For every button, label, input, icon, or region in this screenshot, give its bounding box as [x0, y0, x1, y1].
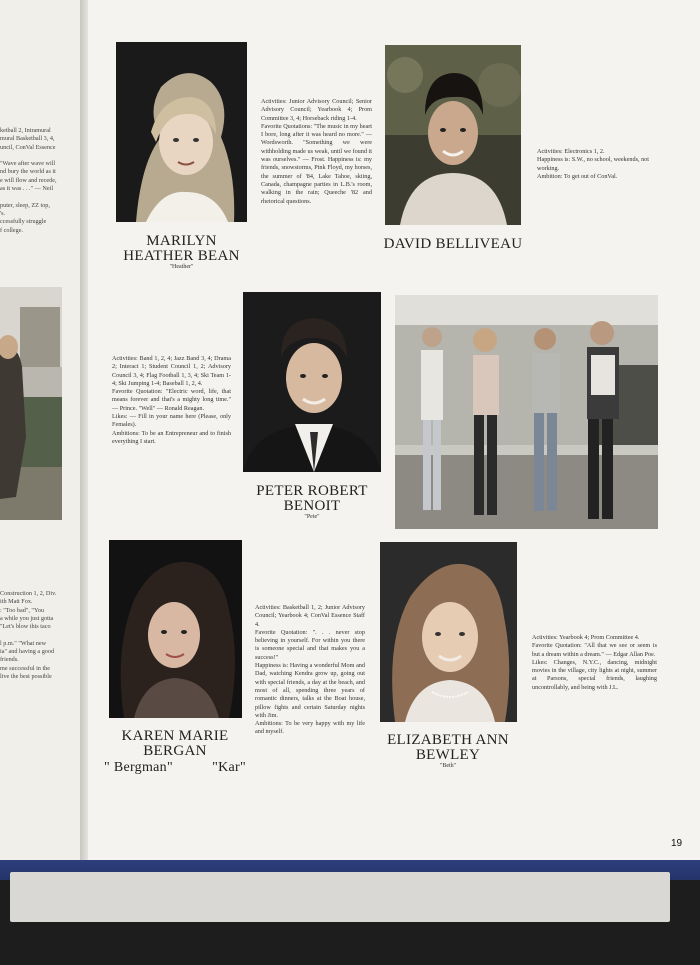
bio-marilyn-quotes: Favorite Quotations: "The music in my heart I bore, long after it was heard no more." — Wordsworth. "Something we were withholding made us weak, until we found it was ourselves." — Frost. Happiness is: my friends, snowstorms, Pink Floyd, my horses, the summer of '84, Lake Tahoe, skiing, Canada, champagne parties in L.B.'s room, walking in the rain; Queeche '82 and rhetorical questions.: [261, 122, 372, 205]
nickname-karen: [104, 760, 246, 775]
left-page-line: uncil, ConVal Essence: [0, 143, 56, 151]
bio-peter: [112, 355, 231, 446]
left-page-line: f college.: [0, 226, 24, 234]
portrait-photo-david: [385, 45, 521, 225]
left-page-line: ith Matt Fox.: [0, 598, 33, 606]
left-page-line: l p.m." "What new: [0, 639, 47, 647]
left-page-line: [0, 152, 80, 160]
left-page-line: ccessfully struggle: [0, 218, 47, 226]
portrait-photo-peter: [243, 292, 381, 472]
student-name-elizabeth: [372, 733, 524, 763]
nickname-elizabeth: "Beth": [439, 763, 457, 769]
bio-david-ambition: Ambition: To get out of ConVal.: [537, 172, 618, 180]
bio-peter-ambitions: Ambitions: To be an Entrepreneur and to finish everything I start.: [112, 429, 231, 445]
bio-karen-quote: Favorite Quotation: ". . . never stop believing in yourself. For within you there is someone special and that makes you a success!": [255, 628, 365, 661]
bio-karen-ambitions: Ambitions: To be very happy with my life and myself.: [255, 720, 365, 736]
paper-sheet-edge: [10, 872, 670, 922]
bio-peter-activities: Activities: Band 1, 2, 4; Jazz Band 3, 4; Drama 2; Interact 1; Student Council 1, 2; Advisory Council 3, 4; Flag Football 1, 3, 4; Ski Team 1-4; Ski Jumping 1-4; Baseball 1, 2, 4.: [112, 355, 231, 387]
bio-david: [537, 148, 662, 181]
left-page-line: a while you just gotta: [0, 614, 54, 622]
bio-elizabeth-likes: Likes: Changes, N.Y.C., dancing, midnight movies in the village, city lights at night, summer at Parsons, special friends, laughing uncontrollably, and being with J.L.: [532, 658, 657, 691]
name-line: PETER ROBERT: [256, 483, 368, 499]
page-number: 19: [671, 838, 683, 849]
name-line: MARILYN: [146, 233, 217, 249]
nickname-peter: "Pete": [304, 514, 320, 520]
left-page-line: ketball 2, Intramural: [0, 127, 51, 134]
left-page-line: "Let's blow this taco: [0, 623, 51, 631]
book-spine: [80, 0, 88, 860]
name-line: ELIZABETH ANN: [387, 732, 509, 748]
portrait-photo-elizabeth: [380, 542, 517, 722]
left-page-line: me successful in the: [0, 664, 51, 672]
bio-peter-likes: Likes: — Fill in your name here (Please, only Females).: [112, 413, 231, 429]
student-name-peter: [236, 484, 388, 514]
student-name-karen: [104, 729, 246, 759]
left-page-line: "Wave after wave will: [0, 160, 56, 168]
bio-karen-activities: Activities: Basketball 1, 2; Junior Advisory Council; Yearbook 4; ConVal Essence Staff 4.: [255, 604, 365, 628]
left-page-line: e will flow and recede,: [0, 176, 57, 184]
left-page-text-top: [0, 127, 80, 235]
bio-elizabeth-quote: Favorite Quotation: "All that we see or seem is but a dream within a dream." — Edgar Allan Poe.: [532, 642, 657, 658]
name-line: BEWLEY: [415, 747, 481, 763]
portrait-photo-karen: [109, 540, 242, 718]
name-line: KAREN MARIE: [121, 728, 229, 744]
name-line: DAVID BELLIVEAU: [383, 236, 523, 252]
left-page-line: mural Basketball 3, 4,: [0, 135, 55, 143]
name-line: BERGAN: [143, 743, 207, 759]
left-page-line: [0, 631, 80, 639]
nickname-karen-second: "Kar": [212, 760, 246, 775]
bio-karen: [255, 604, 365, 737]
left-page-line: friends.: [0, 656, 19, 664]
left-page-line: : "Too bad", "You: [0, 606, 44, 614]
student-name-marilyn: [116, 234, 247, 264]
left-page-line: live the best possible: [0, 672, 52, 680]
portrait-photo-marilyn: [116, 42, 247, 222]
left-page-line: as it was . . ." — Neil: [0, 185, 54, 193]
left-page-line: puter, sleep, ZZ top,: [0, 201, 50, 209]
left-page-line: 's.: [0, 209, 6, 217]
name-line: HEATHER BEAN: [123, 248, 240, 264]
bio-karen-happiness: Happiness is: Having a wonderful Mom and Dad, watching Kendra grow up, going out with special friends, a day at the beach, and most of all, spending three years of romantic dinners, talks at the Boat house, pillow fights and certain Saturday nights with Jim.: [255, 662, 365, 719]
left-page-photo: [0, 287, 62, 520]
bio-elizabeth: [532, 634, 657, 692]
bio-peter-quote: Favorite Quotation: "Electric word, life, that means forever and that's a mighty long time." — Prince. "Well" — Ronald Reagan.: [112, 388, 231, 412]
left-page-line: [0, 193, 80, 201]
student-name-david: [378, 237, 528, 252]
bio-marilyn: [261, 98, 372, 206]
nickname-marilyn: "Heather": [169, 264, 194, 270]
bio-david-happiness: Happiness is: S.W., no school, weekends, not working.: [537, 156, 649, 172]
left-page-text-bottom: [0, 590, 80, 681]
candid-group-photo: [395, 295, 658, 529]
bio-david-activities: Activities: Electronics 1, 2.: [537, 148, 605, 155]
left-page-line: Construction 1, 2, Div.: [0, 590, 57, 597]
bio-marilyn-activities: Activities: Junior Advisory Council; Senior Advisory Council; Yearbook 4; Prom Committee 3, 4; Horseback riding 1-4.: [261, 98, 372, 122]
left-page-line: nd bury the world as it: [0, 168, 56, 176]
left-page-line: ia" and having a good: [0, 648, 55, 656]
bio-elizabeth-activities: Activities: Yearbook 4; Prom Committee 4.: [532, 634, 640, 641]
nickname-karen-first: " Bergman": [104, 760, 173, 775]
name-line: BENOIT: [283, 498, 341, 514]
